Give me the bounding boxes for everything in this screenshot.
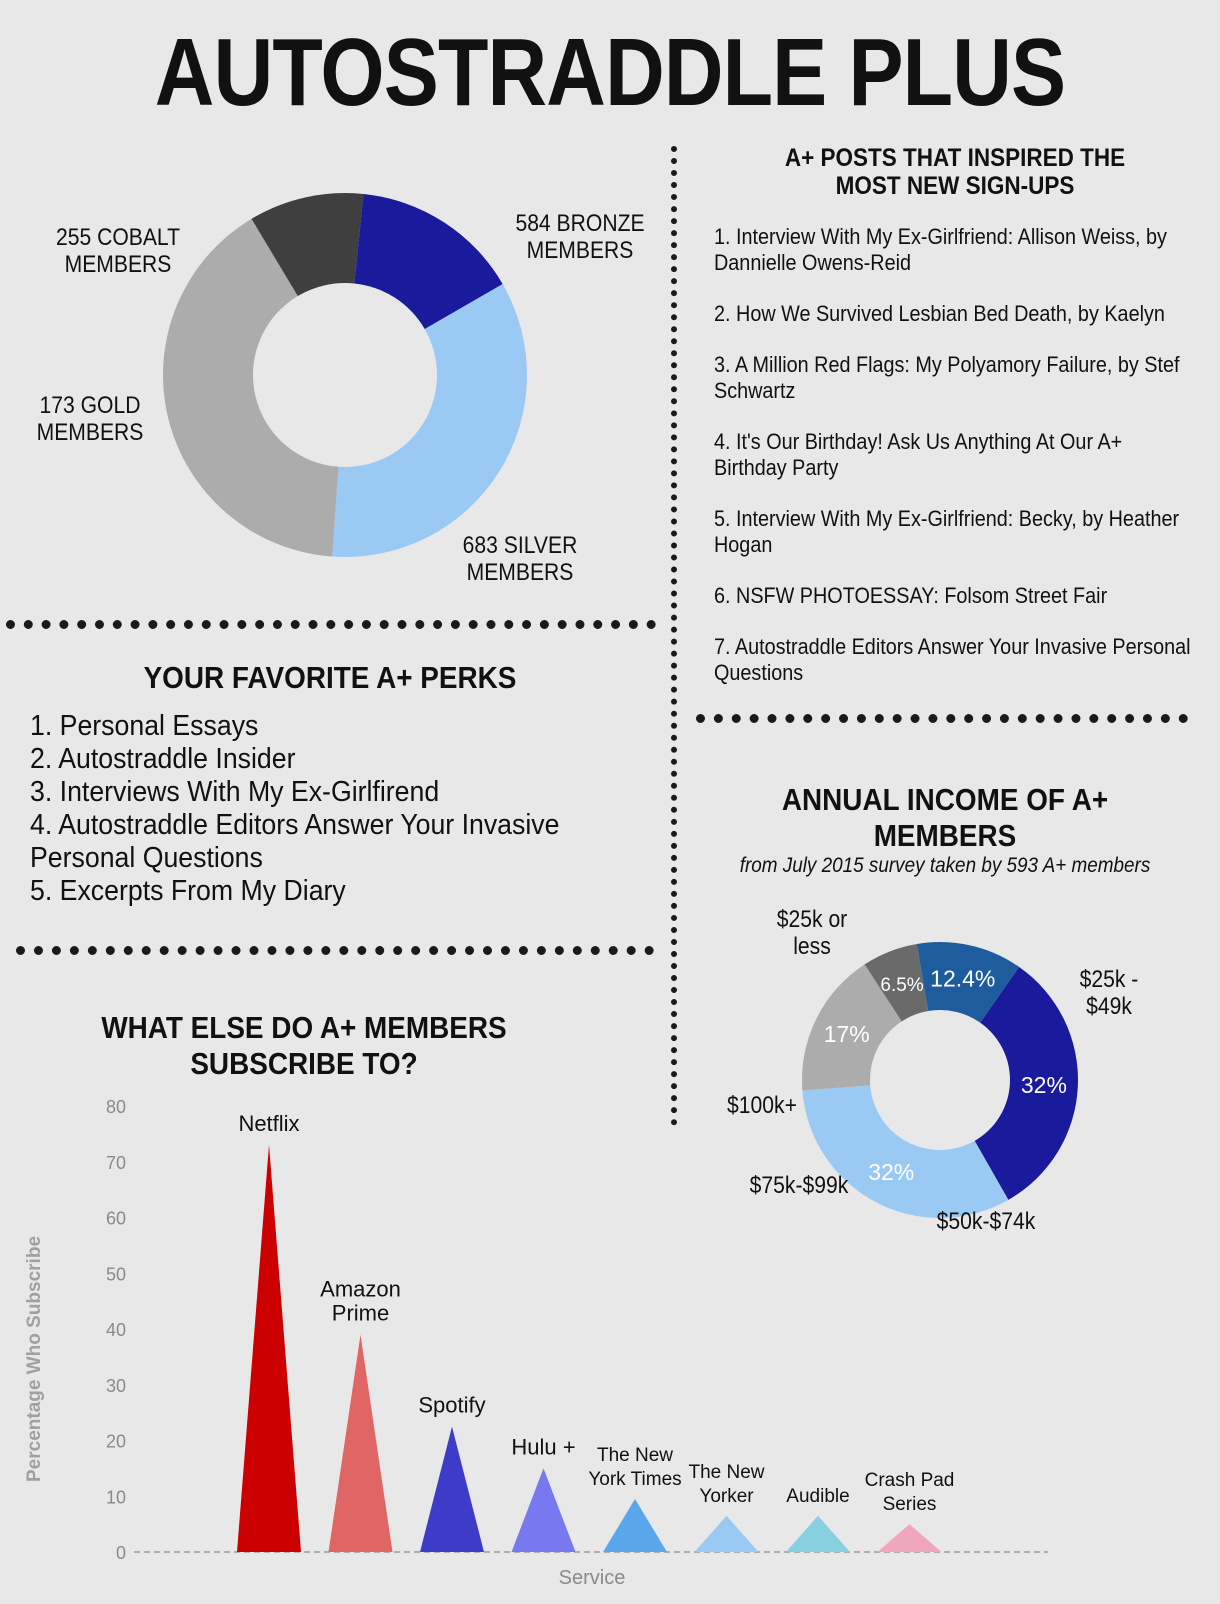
- bar-the-new-yorker: [695, 1516, 759, 1552]
- perks-title: YOUR FAVORITE A+ PERKS: [143, 660, 517, 695]
- posts-title: [726, 144, 1185, 200]
- subscribe-bar-chart: [0, 1080, 1220, 1590]
- income-label-49k: [1069, 966, 1148, 1020]
- slice-value-label: 32%: [868, 1158, 915, 1185]
- membership-donut-chart: [150, 180, 540, 570]
- y-tick-label: 80: [105, 1097, 126, 1117]
- post-item: 6. NSFW PHOTOESSAY: Folsom Street Fair: [714, 583, 1108, 608]
- income-label-49k-line1: $25k -: [1079, 966, 1139, 993]
- y-tick-label: 50: [105, 1264, 126, 1285]
- gold-label: [28, 392, 151, 446]
- divider-perks: [16, 946, 654, 955]
- income-label-25k: [759, 906, 865, 960]
- y-tick-label: 70: [105, 1152, 126, 1173]
- cobalt-label-line2: MEMBERS: [64, 251, 172, 278]
- post-item: 5. Interview With My Ex-Girlfriend: Becky, by Heather Hogan: [714, 506, 1180, 557]
- income-label-25k-line1: $25k or: [776, 906, 848, 933]
- bar-amazon-prime: [329, 1335, 393, 1552]
- post-item: 3. A Million Red Flags: My Polyamory Failure, by Stef Schwartz: [714, 352, 1180, 403]
- vertical-divider: [671, 146, 677, 1126]
- income-label-74k: $50k-$74k: [936, 1208, 1036, 1235]
- page-title: AUTOSTRADDLE PLUS: [154, 19, 1066, 126]
- perks-list: [30, 710, 670, 908]
- y-tick-label: 30: [105, 1375, 126, 1396]
- x-axis-label: Service: [558, 1567, 626, 1589]
- slice-value-label: 12.4%: [930, 965, 996, 992]
- silver-label-line1: 683 SILVER: [462, 532, 578, 559]
- posts-title-line1: A+ POSTS THAT INSPIRED THE: [784, 144, 1126, 172]
- perk-item: 4. Autostraddle Editors Answer Your Invasive Personal Questions: [30, 809, 560, 874]
- slice-value-label: 32%: [1020, 1071, 1067, 1098]
- bar-label: The New York Times: [588, 1445, 682, 1491]
- post-item: 7. Autostraddle Editors Answer Your Invasive Personal Questions: [714, 634, 1191, 685]
- perk-item: 2. Autostraddle Insider: [30, 743, 296, 775]
- income-title: [725, 782, 1166, 854]
- income-subtitle: from July 2015 survey taken by 593 A+ members: [739, 854, 1151, 877]
- perk-item: 5. Excerpts From My Diary: [30, 875, 346, 907]
- bar-label: Audible: [786, 1485, 850, 1507]
- silver-label: [450, 532, 591, 586]
- post-item: 1. Interview With My Ex-Girlfriend: Allison Weiss, by Dannielle Owens-Reid: [714, 224, 1167, 275]
- divider-posts: [696, 714, 1188, 723]
- subscribe-title-line1: WHAT ELSE DO A+ MEMBERS: [101, 1010, 507, 1045]
- slice-value-label: 17%: [823, 1020, 870, 1047]
- bronze-label: [510, 210, 651, 264]
- y-tick-label: 60: [105, 1208, 126, 1229]
- slice-value-label: 6.5%: [880, 975, 924, 997]
- bar-label: Crash Pad Series: [864, 1470, 955, 1516]
- bar-label: Netflix: [238, 1111, 300, 1137]
- subscribe-title-line2: SUBSCRIBE TO?: [190, 1046, 418, 1081]
- bar-label: The New Yorker: [688, 1461, 765, 1507]
- divider-membership: [6, 620, 656, 629]
- bar-netflix: [237, 1145, 301, 1552]
- posts-list: [714, 224, 1220, 711]
- perk-item: 3. Interviews With My Ex-Girlfirend: [30, 776, 440, 808]
- income-title-line1: ANNUAL INCOME OF A+: [781, 782, 1109, 817]
- income-label-100k: $100k+: [727, 1092, 797, 1119]
- bar-label: Spotify: [418, 1392, 486, 1418]
- bar-label: Hulu +: [511, 1434, 576, 1460]
- bar-crash-pad-series: [878, 1524, 942, 1552]
- y-tick-label: 0: [115, 1543, 126, 1563]
- gold-label-line2: MEMBERS: [36, 419, 144, 446]
- cobalt-label: [48, 224, 189, 278]
- income-title-line2: MEMBERS: [873, 818, 1017, 853]
- income-label-25k-line2: less: [793, 933, 831, 960]
- perk-item: 1. Personal Essays: [30, 710, 259, 742]
- bronze-label-line2: MEMBERS: [526, 237, 634, 264]
- post-item: 2. How We Survived Lesbian Bed Death, by Kaelyn: [714, 301, 1165, 326]
- bar-spotify: [420, 1427, 484, 1552]
- silver-label-line2: MEMBERS: [466, 559, 574, 586]
- bar-hulu: [512, 1468, 576, 1552]
- y-axis-label: Percentage Who Subscribe: [24, 1235, 45, 1483]
- y-tick-label: 10: [105, 1487, 126, 1508]
- bronze-label-line1: 584 BRONZE: [515, 210, 645, 237]
- y-tick-label: 40: [105, 1320, 126, 1340]
- subscribe-title: [30, 1010, 577, 1082]
- gold-label-line1: 173 GOLD: [39, 392, 141, 419]
- post-item: 4. It's Our Birthday! Ask Us Anything At Our A+ Birthday Party: [714, 429, 1123, 480]
- cobalt-label-line1: 255 COBALT: [55, 224, 181, 251]
- posts-title-line2: MOST NEW SIGN-UPS: [835, 172, 1075, 200]
- y-tick-label: 20: [105, 1431, 126, 1452]
- bar-the-new-york-times: [603, 1499, 667, 1552]
- income-label-49k-line2: $49k: [1086, 993, 1132, 1020]
- bar-label: Amazon Prime: [320, 1276, 401, 1326]
- income-label-99k: $75k-$99k: [749, 1172, 849, 1199]
- bar-audible: [786, 1516, 850, 1552]
